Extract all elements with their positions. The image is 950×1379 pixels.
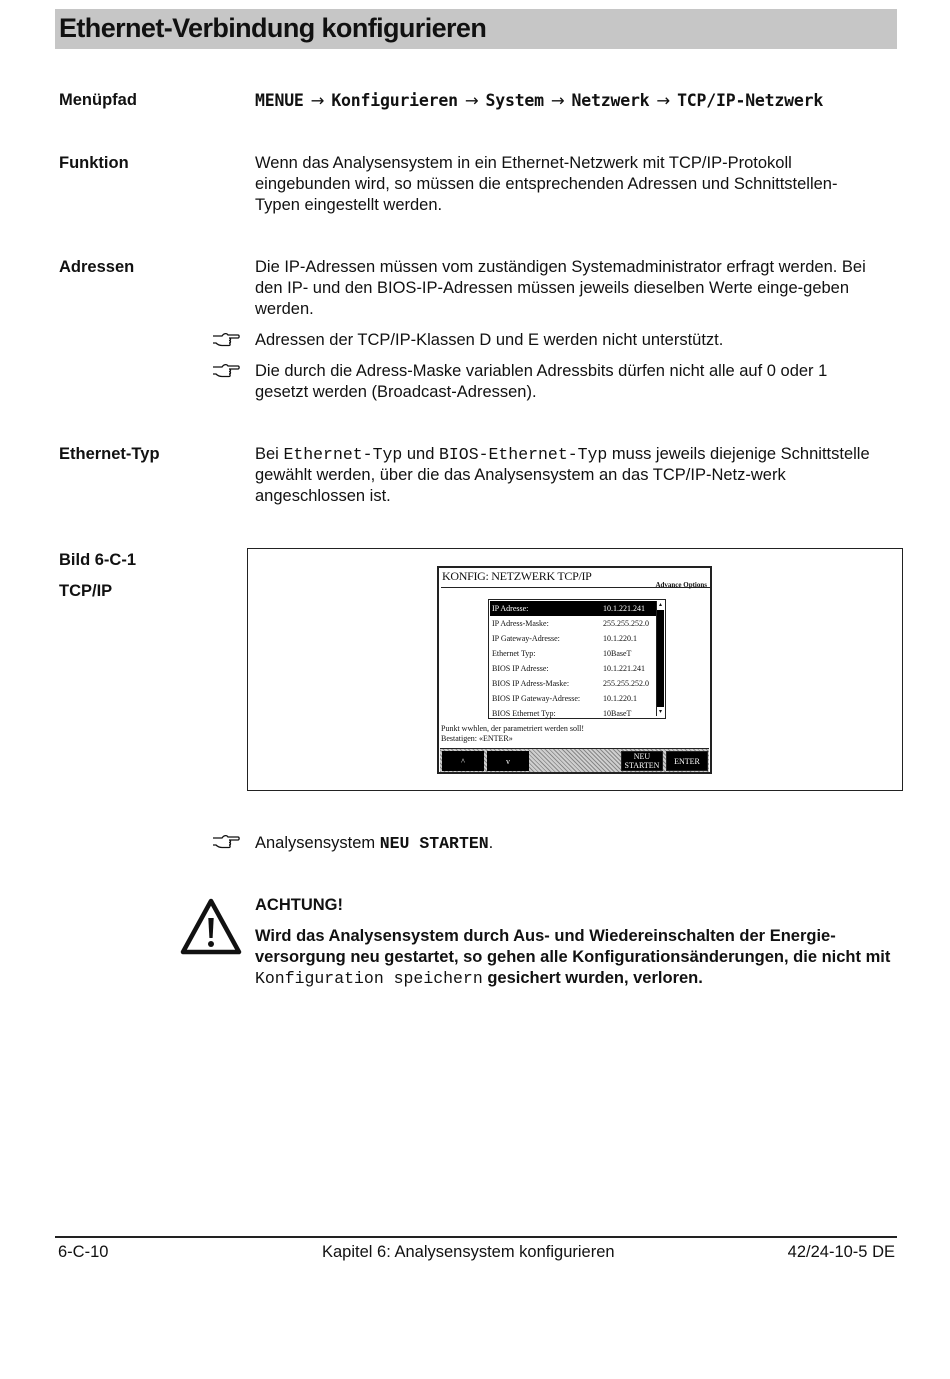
addresses-text: Die IP-Adressen müssen vom zuständigen Systemadministrator erfragt werden. Bei den IP- und den BIOS-IP-Adressen müssen jeweils dieselben Werte einge-geben werden. (255, 258, 866, 318)
code-neu-starten: NEU STARTEN (379, 834, 489, 853)
code-bios-ethernet-type: BIOS-Ethernet-Typ (439, 445, 608, 464)
softkey-down-button[interactable]: v (487, 751, 529, 771)
footer-rule (55, 1236, 897, 1238)
list-item-value: 10.1.220.1 (603, 694, 637, 703)
arrow-icon: → (310, 91, 325, 110)
list-item-value: 10.1.220.1 (603, 634, 637, 643)
list-item-value: 10BaseT (603, 709, 632, 718)
code-config-save: Konfiguration speichern (255, 969, 483, 988)
list-item[interactable] (490, 676, 656, 691)
softkey-up-button[interactable]: ^ (442, 751, 484, 771)
list-item[interactable] (490, 631, 656, 646)
softkey-bar (440, 748, 709, 772)
list-item-value: 10.1.221.241 (603, 604, 645, 613)
menu-path (255, 90, 823, 111)
warning-title: ACHTUNG! (255, 896, 343, 914)
arrow-icon: → (656, 91, 671, 110)
advance-options-label: Advance Options (655, 581, 707, 589)
list-item-key: BIOS IP Adresse: (492, 664, 549, 673)
text-run: Bei (255, 445, 279, 463)
hint-line: Punkt wwhlen, der parametriert werden soll! (441, 724, 585, 733)
menu-path-step: Konfigurieren (331, 91, 458, 110)
page-number: 6-C-10 (58, 1243, 109, 1261)
menu-path-step: MENUE (255, 91, 304, 110)
function-text: Wenn das Analysensystem in ein Ethernet-Netzwerk mit TCP/IP-Protokoll eingebunden wird, so müssen die entsprechenden Adressen und Schnittstellen-Typen eingestellt werden. (255, 154, 838, 214)
list-item-key: IP Adress-Maske: (492, 619, 549, 628)
list-item[interactable] (490, 706, 656, 721)
menu-path-label: Menüpfad (59, 91, 137, 109)
note-broadcast: Die durch die Adress-Maske variablen Adressbits dürfen nicht alle auf 0 oder 1 gesetzt werden (Broadcast-Adressen). (255, 362, 828, 401)
list-item-key: IP Adresse: (492, 604, 529, 613)
chapter-title: Kapitel 6: Analysensystem konfigurieren (322, 1243, 615, 1261)
screen-title: KONFIG: NETZWERK TCP/IP (441, 568, 710, 588)
list-item[interactable] (490, 661, 656, 676)
ethernet-type-label: Ethernet-Typ (59, 445, 160, 463)
device-screen (437, 566, 712, 774)
pointing-hand-icon (212, 834, 240, 850)
list-item[interactable] (490, 601, 656, 616)
text-run: Analysensystem (255, 834, 376, 852)
list-item-value: 10BaseT (603, 649, 632, 658)
list-item-key: BIOS IP Gateway-Adresse: (492, 694, 581, 703)
settings-list[interactable] (488, 599, 666, 719)
text-run: muss jeweils diejenige Schnittstelle gewählt werden, über die das Analysensystem an das TCP/IP-Netz-werk angeschlossen ist. (255, 445, 870, 505)
document-id: 42/24-10-5 DE (787, 1243, 895, 1261)
scroll-thumb[interactable] (657, 610, 664, 707)
menu-path-step: System (485, 91, 544, 110)
list-item-key: IP Gateway-Adresse: (492, 634, 560, 643)
scroll-up-icon[interactable]: ▴ (658, 601, 662, 608)
pointing-hand-icon (212, 363, 240, 379)
softkey-enter-button[interactable]: ENTER (666, 751, 708, 771)
list-item[interactable] (490, 616, 656, 631)
code-ethernet-type: Ethernet-Typ (283, 445, 403, 464)
hint-line: Bestatigen: «ENTER» (441, 734, 513, 743)
restart-note (255, 833, 895, 854)
menu-path-step: TCP/IP-Netzwerk (677, 91, 824, 110)
list-item-key: BIOS Ethernet Typ: (492, 709, 556, 718)
text-run: . (488, 834, 494, 852)
text-run: Wird das Analysensystem durch Aus- und Wiedereinschalten der Energie-versorgung neu gestartet, so gehen alle Konfigurationsänderungen, die nicht mit (255, 927, 891, 966)
warning-triangle-icon (180, 898, 242, 955)
arrow-icon: → (464, 91, 479, 110)
list-item[interactable] (490, 691, 656, 706)
note-class-d-e: Adressen der TCP/IP-Klassen D und E werden nicht unterstützt. (255, 331, 724, 349)
list-item[interactable] (490, 646, 656, 661)
function-label: Funktion (59, 154, 129, 172)
addresses-label: Adressen (59, 258, 135, 276)
warning-text (255, 926, 895, 989)
softkey-restart-button[interactable]: NEU STARTEN (621, 751, 663, 771)
figure-label: Bild 6-C-1 (59, 551, 137, 569)
list-item-value: 255.255.252.0 (603, 679, 649, 688)
scroll-down-icon[interactable]: ▾ (658, 708, 662, 715)
list-item-key: BIOS IP Adress-Maske: (492, 679, 570, 688)
list-item-value: 255.255.252.0 (603, 619, 649, 628)
arrow-icon: → (550, 91, 565, 110)
title-bar (55, 9, 897, 49)
scrollbar[interactable] (656, 601, 664, 716)
list-item-key: Ethernet Typ: (492, 649, 536, 658)
text-run: gesichert wurden, verloren. (487, 969, 703, 987)
page-title: Ethernet-Verbindung konfigurieren (59, 13, 487, 43)
figure-caption: TCP/IP (59, 582, 113, 600)
text-run: und (406, 445, 435, 463)
pointing-hand-icon (212, 332, 240, 348)
screen-hint (441, 724, 584, 744)
ethernet-type-text (255, 444, 885, 507)
list-item-value: 10.1.221.241 (603, 664, 645, 673)
menu-path-step: Netzwerk (571, 91, 650, 110)
